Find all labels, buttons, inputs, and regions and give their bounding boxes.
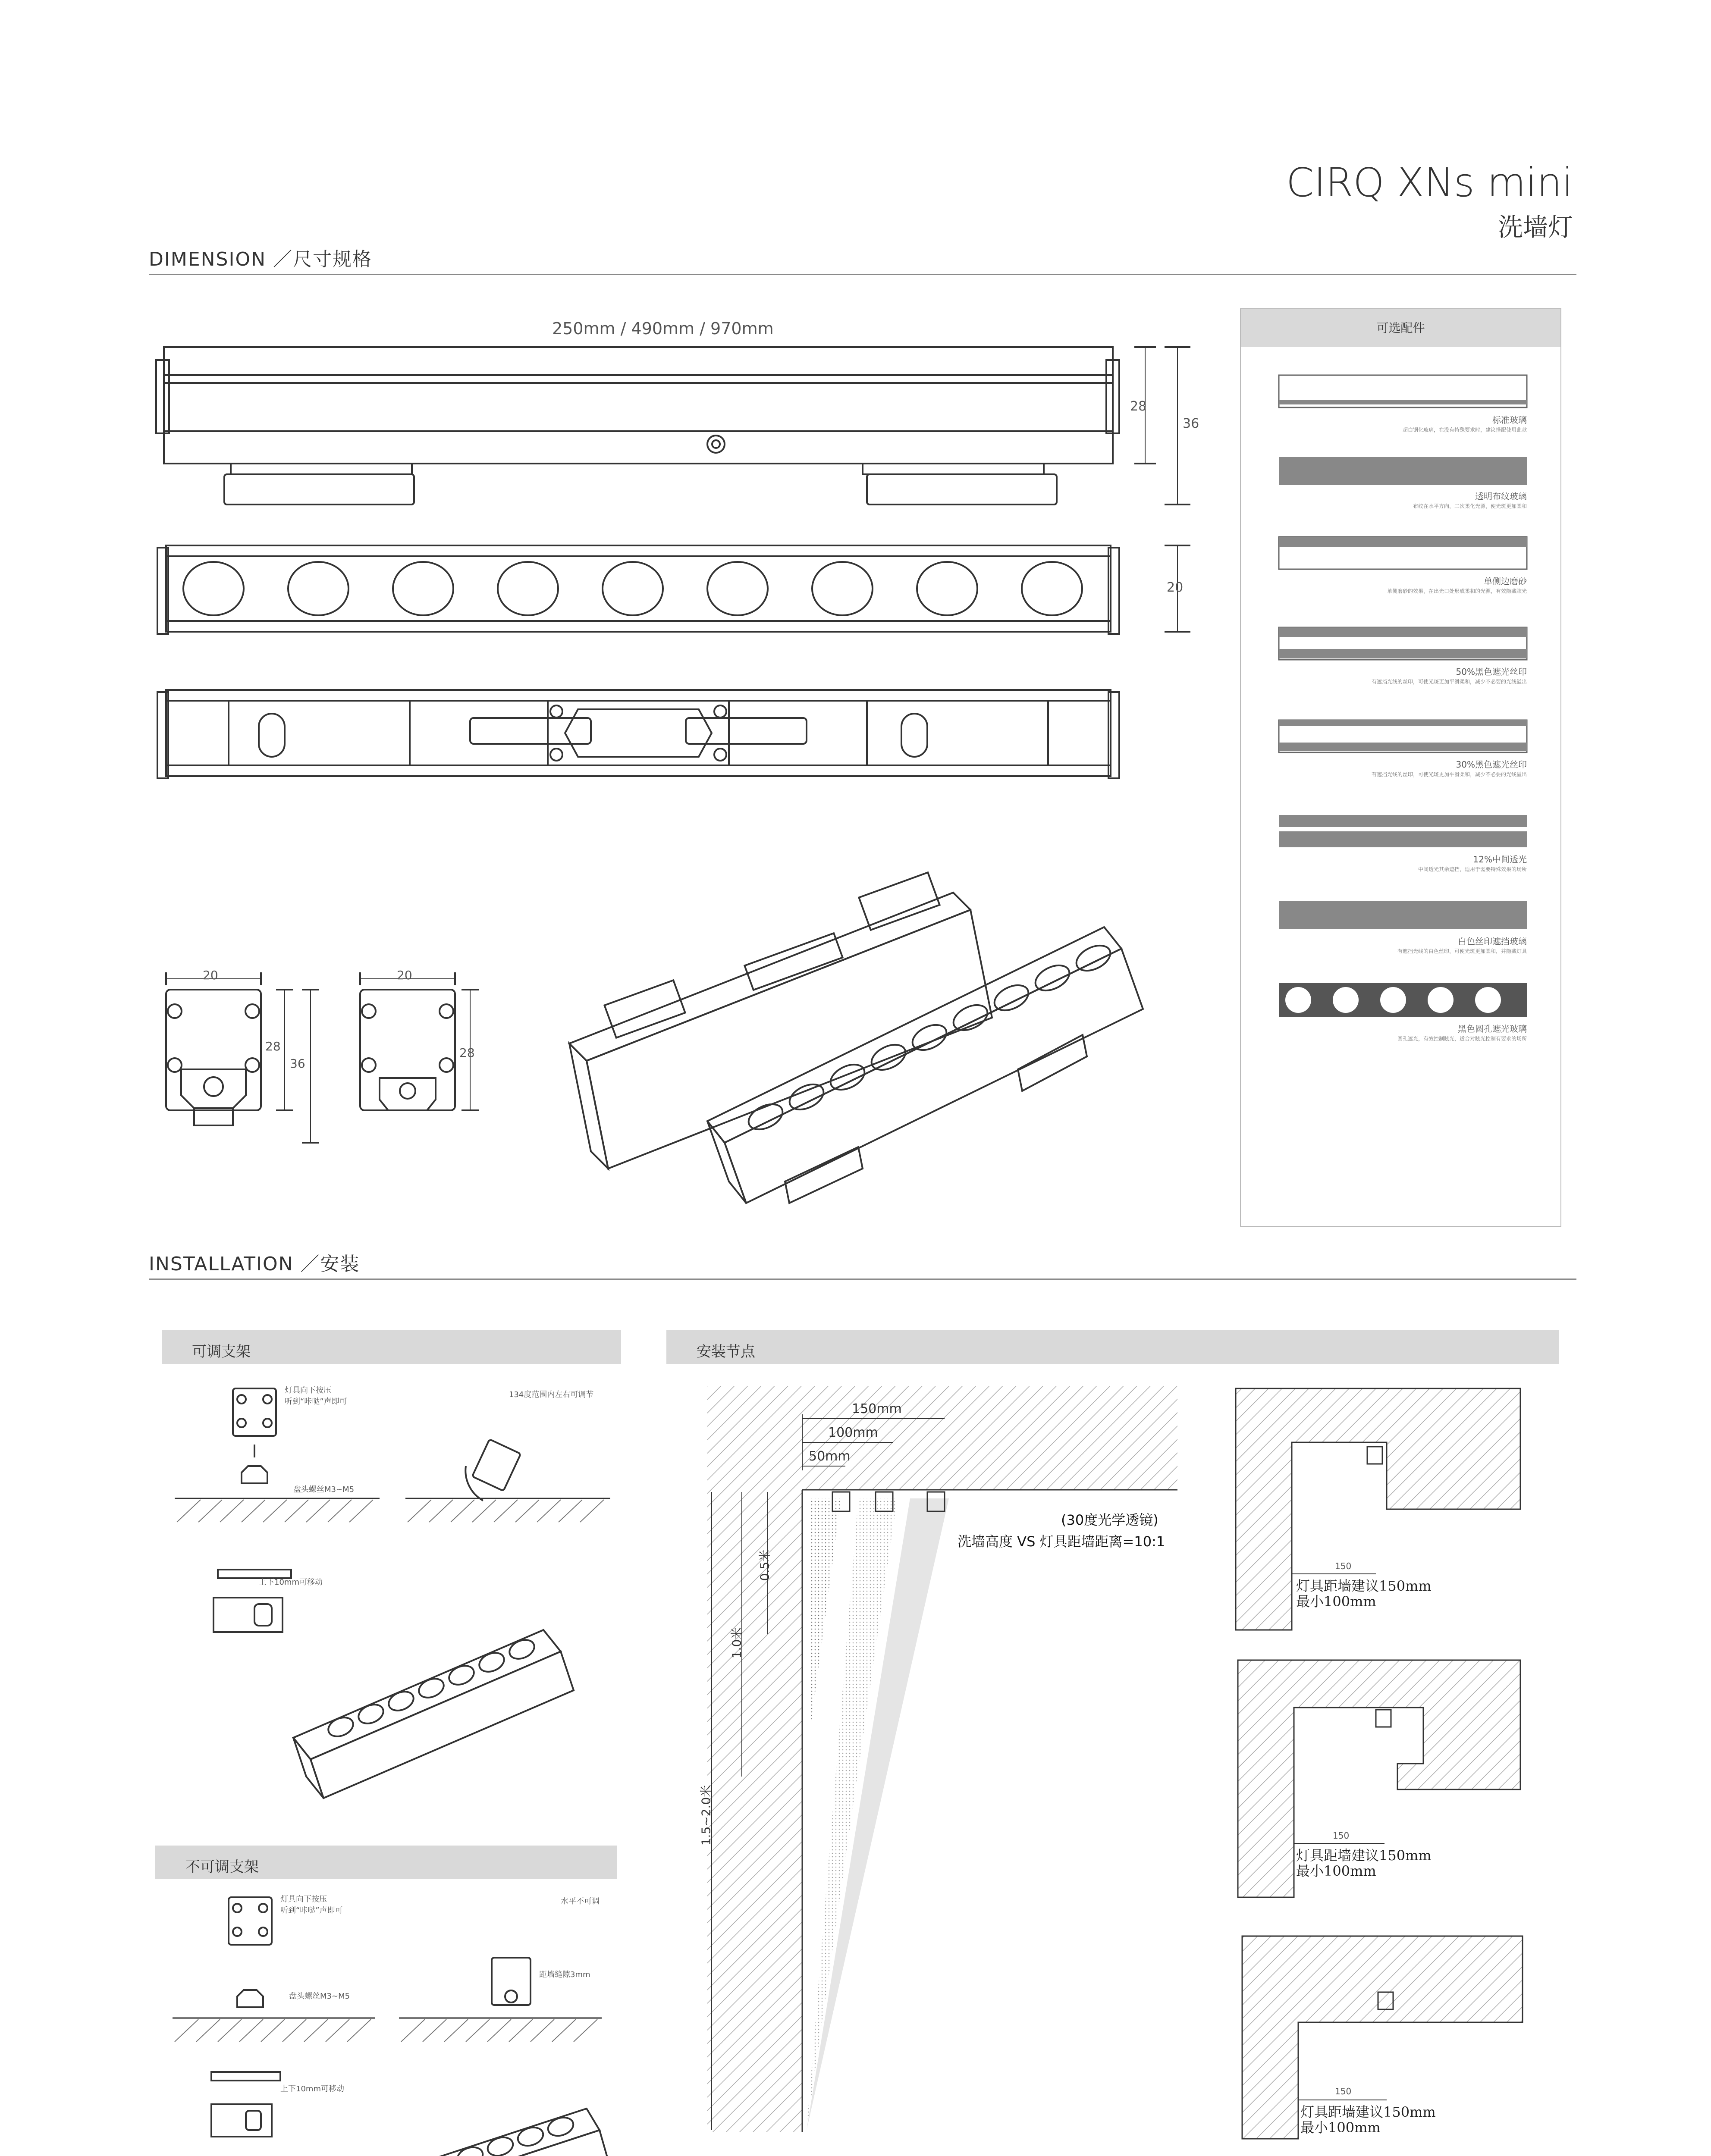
end1-width: 20	[203, 968, 218, 982]
installation-section-title: INSTALLATION ／安装	[149, 1253, 360, 1275]
wall1-dim: 150	[1335, 1561, 1352, 1571]
adj-screw-note: 盘头螺丝M3~M5	[293, 1485, 355, 1494]
height-15-20: 1.5~2.0米	[699, 1785, 713, 1846]
accessory-4-name: 50%黑色遮光丝印	[1456, 667, 1527, 677]
dist-100: 100mm	[828, 1425, 878, 1440]
adj-move-note: 上下10mm可移动	[259, 1578, 323, 1587]
accessory-3-name: 单侧边磨砂	[1484, 576, 1527, 586]
dist-50: 50mm	[809, 1449, 851, 1464]
product-name: CIRQ XNs mini	[1286, 160, 1573, 206]
fixed-screw-note: 盘头螺丝M3~M5	[289, 1992, 350, 2001]
height-10: 1.0米	[729, 1627, 744, 1659]
end2-h28: 28	[459, 1046, 475, 1060]
accessory-2-desc: 布纹在水平方向，二次柔化光源，使光斑更加柔和	[1413, 503, 1527, 509]
fixed-press-note: 灯具向下按压 听到“咔哒”声即可	[280, 1895, 343, 1915]
accessory-2-name: 透明布纹玻璃	[1475, 491, 1527, 501]
optic-note: (30度光学透镜)	[1061, 1512, 1158, 1528]
accessories-title: 可选配件	[1241, 309, 1560, 347]
fixed-bracket-header: 不可调支架	[155, 1846, 617, 1879]
wall1-caption-1: 灯具距墙建议150mm	[1296, 1578, 1432, 1594]
wall2-caption-1: 灯具距墙建议150mm	[1296, 1847, 1432, 1864]
ratio-note: 洗墙高度 VS 灯具距墙距离=10:1	[958, 1533, 1165, 1550]
wall1-caption-2: 最小100mm	[1296, 1593, 1376, 1610]
nodes-header: 安装节点	[666, 1330, 1559, 1364]
accessory-7-desc: 有遮挡光线的白色丝印，可使光斑更加柔和，并隐藏灯具	[1397, 948, 1527, 954]
fixed-gap-note: 距墙缝隙3mm	[539, 1970, 590, 1979]
fixed-move-note: 上下10mm可移动	[280, 2084, 344, 2093]
accessory-1-desc: 超白钢化玻璃，在没有特殊要求时，建议搭配使用此款	[1402, 427, 1527, 433]
adj-press-note: 灯具向下按压 听到“咔哒”声即可	[285, 1386, 347, 1406]
accessory-3-desc: 单侧磨砂的效果，在出光口处形成柔和的光源，有效隐藏眩光	[1387, 588, 1527, 594]
side-dim-28: 28	[1130, 399, 1147, 414]
wall3-caption-2: 最小100mm	[1300, 2119, 1381, 2136]
accessory-5-name: 30%黑色遮光丝印	[1456, 759, 1527, 770]
accessory-6-name: 12%中间透光	[1473, 854, 1527, 865]
length-label: 250mm / 490mm / 970mm	[552, 319, 774, 338]
accessory-1-name: 标准玻璃	[1492, 415, 1527, 425]
end2-width: 20	[397, 968, 412, 982]
accessory-7-name: 白色丝印遮挡玻璃	[1458, 936, 1527, 946]
dimension-section-title: DIMENSION ／尺寸规格	[149, 248, 372, 270]
adj-rotate-note: 134度范围内左右可调节	[509, 1390, 594, 1399]
dist-150: 150mm	[852, 1401, 902, 1416]
front-dim-20: 20	[1167, 580, 1184, 595]
height-05: 0.5米	[757, 1549, 772, 1581]
accessory-8-name: 黑色圆孔遮光玻璃	[1458, 1024, 1527, 1034]
accessory-8-desc: 圆孔遮光，有效控制眩光，适合对眩光控制有要求的场所	[1397, 1036, 1527, 1042]
end1-h36: 36	[290, 1056, 305, 1071]
wall3-caption-1: 灯具距墙建议150mm	[1300, 2104, 1436, 2120]
accessory-4-desc: 有遮挡光线的丝印，可使光斑更加平滑柔和，减少不必要的光线溢出	[1371, 679, 1527, 685]
end1-h28: 28	[265, 1039, 281, 1053]
wall3-dim: 150	[1335, 2086, 1352, 2096]
wall2-dim: 150	[1333, 1830, 1350, 1841]
product-type: 洗墙灯	[1498, 213, 1573, 242]
accessory-6-desc: 中间透光其余遮挡，适用于需要特殊效果的场所	[1418, 866, 1527, 872]
accessory-5-desc: 有遮挡光线的丝印，可使光斑更加平滑柔和，减少不必要的光线溢出	[1371, 771, 1527, 777]
side-dim-36: 36	[1183, 416, 1199, 431]
wall2-caption-2: 最小100mm	[1296, 1863, 1376, 1879]
adjustable-bracket-header: 可调支架	[162, 1330, 621, 1364]
fixed-level-note: 水平不可调	[561, 1897, 600, 1906]
